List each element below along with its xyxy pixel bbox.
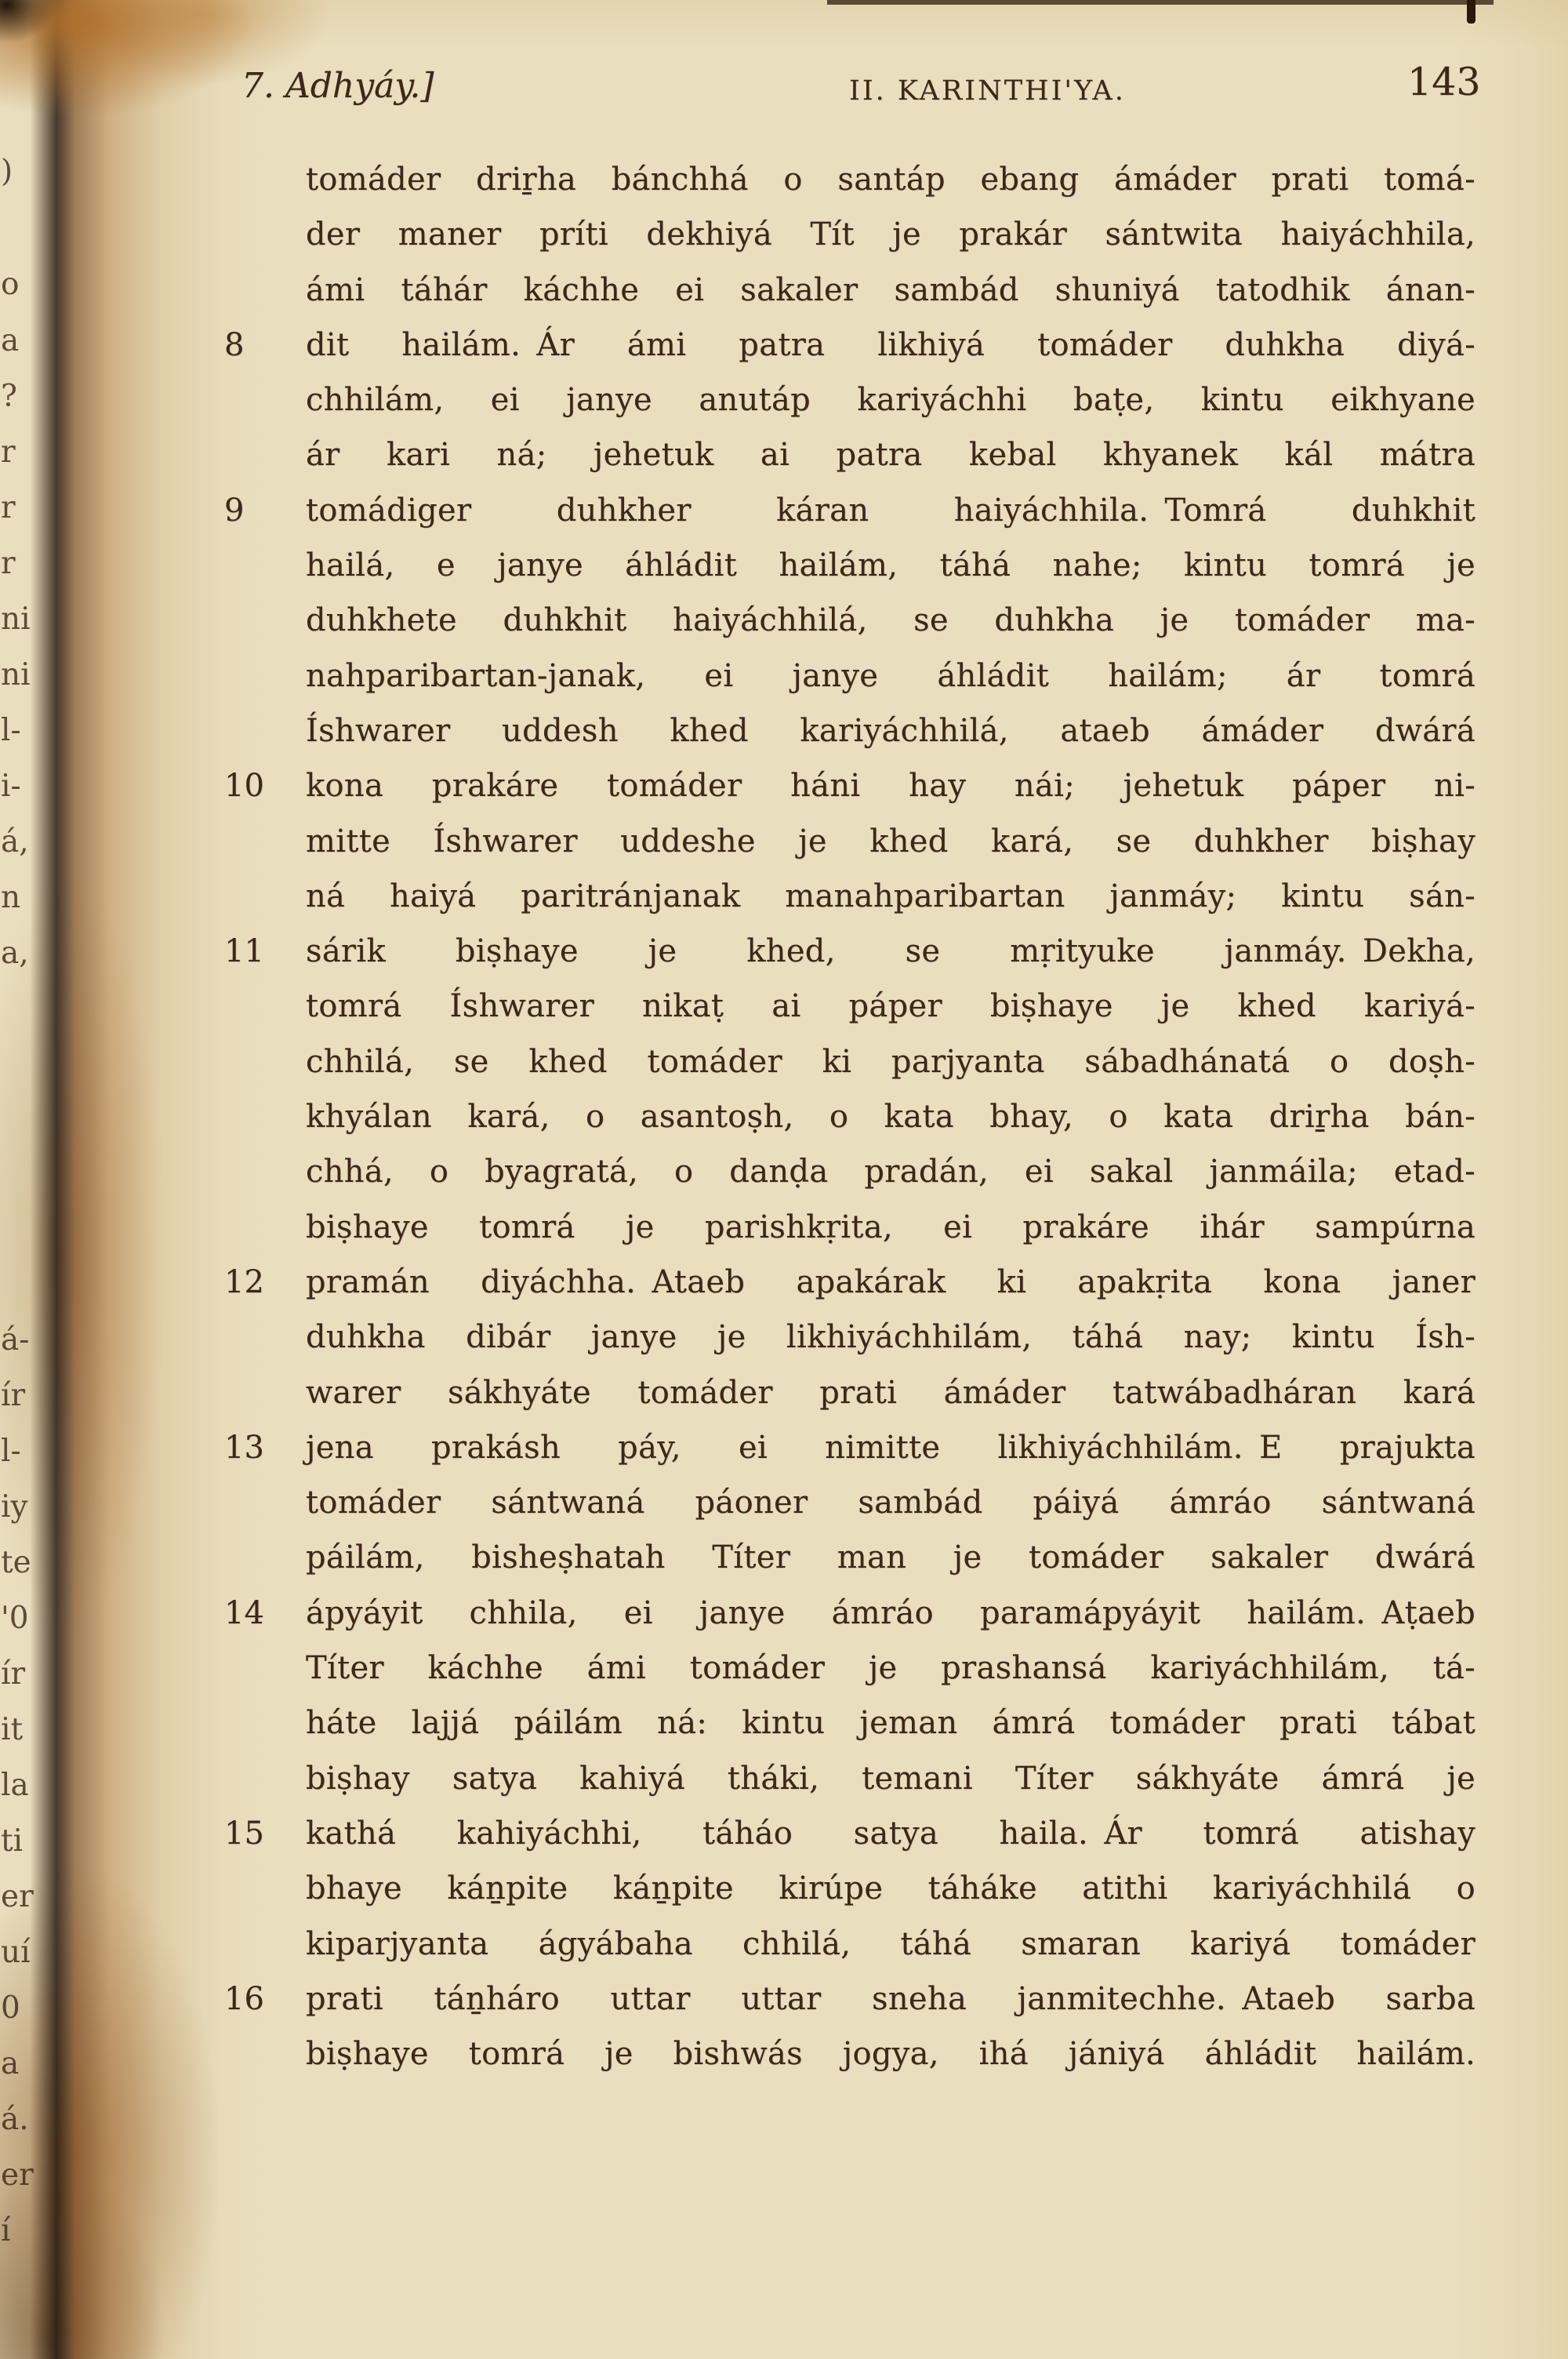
gutter-fragment: l- — [1, 713, 21, 748]
gutter-fragment: o — [1, 267, 20, 302]
verse-number — [224, 703, 306, 758]
verse-text: tomáder driṟha bánchhá o santáp ebang ámáder prati tomá- — [306, 162, 1475, 198]
text-line — [224, 373, 1475, 427]
gutter-fragment: a — [1, 323, 20, 358]
text-line — [224, 1917, 1475, 1972]
gutter-fragment: a — [1, 2046, 20, 2081]
gutter-fragment: te — [1, 1545, 31, 1580]
gutter-fragment: r — [1, 490, 16, 525]
verse-text: hailá, e janye áhládit hailám, táhá nahe; kintu tomrá je — [306, 547, 1475, 584]
verse-number — [224, 1696, 306, 1750]
verse-number: 8 — [224, 326, 245, 363]
text-line — [224, 1641, 1475, 1696]
verse-text: nahparibartan-janak, ei janye áhládit hailám; ár tomrá — [306, 657, 1475, 694]
running-header-chapter: 7. Adhyáy.] — [241, 66, 434, 106]
page-number: 143 — [1407, 60, 1481, 104]
verse-number: 9 — [224, 492, 245, 529]
verse-text: prati táṉháro uttar uttar sneha janmitechhe. Ataeb sarba — [306, 1980, 1475, 2017]
text-line — [224, 1310, 1475, 1365]
gutter-fragment: n — [1, 880, 21, 915]
verse-text: kathá kahiyáchhi, táháo satya haila. Ár tomrá atishay — [306, 1815, 1475, 1852]
text-line — [224, 483, 1475, 538]
verse-number — [224, 1034, 306, 1089]
verse-number — [224, 1530, 306, 1585]
verse-text: jena prakásh páy, ei nimitte likhiyáchhilám. E prajukta — [306, 1429, 1475, 1466]
text-line — [224, 1089, 1475, 1144]
verse-number — [224, 814, 306, 869]
verse-text: biṣhaye tomrá je parishkṛita, ei prakáre ihár sampúrna — [306, 1209, 1475, 1245]
text-line — [224, 207, 1475, 262]
gutter-fragment: er — [1, 2157, 34, 2193]
verse-number — [224, 1861, 306, 1916]
text-line — [224, 263, 1475, 318]
verse-text: páilám, bisheṣhatah Títer man je tomáder sakaler dwárá — [306, 1539, 1475, 1576]
verse-number — [224, 1089, 306, 1144]
gutter-fragment: l- — [1, 1434, 21, 1469]
verse-text: bhaye káṉpite káṉpite kirúpe táháke atithi kariyáchhilá o — [306, 1870, 1475, 1907]
verse-number: 11 — [224, 933, 264, 970]
text-line — [224, 924, 1475, 979]
text-line — [224, 318, 1475, 373]
verse-text: khyálan kará, o asantoṣh, o kata bhay, o kata driṟha bán- — [306, 1099, 1475, 1136]
verse-text: Íshwarer uddesh khed kariyáchhilá, ataeb ámáder dwárá — [306, 712, 1475, 749]
gutter-fragment: a, — [1, 936, 29, 971]
gutter-fragment: r — [1, 434, 16, 470]
gutter-fragment: á. — [1, 2102, 29, 2137]
verse-text: biṣhay satya kahiyá tháki, temani Títer sákhyáte ámrá je — [306, 1760, 1475, 1797]
text-line — [224, 1586, 1475, 1641]
gutter-fragment: la — [1, 1768, 29, 1803]
verse-number — [224, 1200, 306, 1255]
text-line — [224, 758, 1475, 813]
verse-number: 13 — [224, 1429, 264, 1466]
verse-number — [224, 152, 306, 207]
verse-text: ápyáyit chhila, ei janye ámráo paramápyáyit hailám. Aṭaeb — [306, 1594, 1475, 1631]
verse-text: duhkhete duhkhit haiyáchhilá, se duhkha je tomáder ma- — [306, 602, 1475, 639]
verse-number — [224, 1144, 306, 1199]
verse-number — [224, 1365, 306, 1420]
gutter-fragment: á, — [1, 824, 29, 860]
text-line — [224, 1034, 1475, 1089]
body-text-block — [224, 152, 1475, 2081]
text-line — [224, 1420, 1475, 1475]
text-line — [224, 1806, 1475, 1861]
verse-number — [224, 1751, 306, 1806]
text-line — [224, 1972, 1475, 2026]
text-line — [224, 1475, 1475, 1530]
verse-number — [224, 869, 306, 924]
verse-text: ár kari ná; jehetuk ai patra kebal khyanek kál mátra — [306, 437, 1475, 474]
gutter-fragment: ír — [1, 1378, 26, 1413]
text-line — [224, 1200, 1475, 1255]
verse-text: warer sákhyáte tomáder prati ámáder tatwábadháran kará — [306, 1374, 1475, 1411]
verse-text: kona prakáre tomáder háni hay nái; jehetuk páper ni- — [306, 768, 1475, 805]
verse-text: mitte Íshwarer uddeshe je khed kará, se duhkher biṣhay — [306, 823, 1475, 860]
verse-text: háte lajjá páilám ná: kintu jeman ámrá tomáder prati tábat — [306, 1705, 1475, 1742]
verse-text: chhilám, ei janye anutáp kariyáchhi baṭe, kintu eikhyane — [306, 382, 1475, 419]
verse-number — [224, 649, 306, 703]
verse-text: pramán diyáchha. Ataeb apakárak ki apakṛita kona janer — [306, 1263, 1475, 1300]
text-line — [224, 152, 1475, 207]
verse-text: der maner príti dekhiyá Tít je prakár sántwita haiyáchhila, — [306, 216, 1475, 253]
verse-text: kiparjyanta ágyábaha chhilá, táhá smaran kariyá tomáder — [306, 1925, 1475, 1962]
text-line — [224, 593, 1475, 648]
gutter-fragments-column — [0, 0, 47, 2359]
verse-number — [224, 593, 306, 648]
verse-number — [224, 2026, 306, 2081]
verse-text: Títer káchhe ámi tomáder je prashansá kariyáchhilám, tá- — [306, 1650, 1475, 1687]
text-line — [224, 427, 1475, 482]
gutter-fragment: i- — [1, 769, 21, 804]
gutter-fragment: ti — [1, 1823, 24, 1859]
verse-text: dit hailám. Ár ámi patra likhiyá tomáder duhkha diyá- — [306, 326, 1475, 363]
text-line — [224, 1751, 1475, 1806]
verse-number: 14 — [224, 1594, 264, 1631]
gutter-fragment: it — [1, 1712, 24, 1747]
verse-number — [224, 427, 306, 482]
verse-number — [224, 979, 306, 1034]
gutter-fragment: er — [1, 1879, 34, 1914]
verse-text: ámi táhár káchhe ei sakaler sambád shuniyá tatodhik ánan- — [306, 271, 1475, 308]
verse-text: chhá, o byagratá, o danḍa pradán, ei sakal janmáila; etad- — [306, 1154, 1475, 1190]
text-line — [224, 1861, 1475, 1916]
verse-text: biṣhaye tomrá je bishwás jogya, ihá jániyá áhládit hailám. — [306, 2036, 1475, 2073]
verse-number: 16 — [224, 1980, 264, 2017]
text-line — [224, 814, 1475, 869]
verse-number: 12 — [224, 1263, 264, 1300]
text-line — [224, 1144, 1475, 1199]
verse-number — [224, 1641, 306, 1696]
verse-text: ná haiyá paritránjanak manahparibartan janmáy; kintu sán- — [306, 878, 1475, 914]
verse-number — [224, 1310, 306, 1365]
text-line — [224, 649, 1475, 703]
verse-number — [224, 207, 306, 262]
gutter-fragment: ) — [1, 154, 13, 189]
text-line — [224, 1365, 1475, 1420]
gutter-fragment: iy — [1, 1489, 28, 1525]
gutter-fragment: '0 — [1, 1601, 29, 1636]
verse-number — [224, 373, 306, 427]
gutter-fragment: uí — [1, 1935, 31, 1970]
verse-text: tomáder sántwaná páoner sambád páiyá ámráo sántwaná — [306, 1485, 1475, 1521]
verse-text: chhilá, se khed tomáder ki parjyanta sábadhánatá o doṣh- — [306, 1043, 1475, 1080]
verse-text: sárik biṣhaye je khed, se mṛityuke janmáy. Dekha, — [306, 933, 1475, 970]
gutter-fragment: í — [1, 2213, 11, 2248]
verse-text: duhkha dibár janye je likhiyáchhilám, táhá nay; kintu Ísh- — [306, 1319, 1475, 1356]
verse-number: 15 — [224, 1815, 264, 1852]
gutter-fragment: á- — [1, 1322, 30, 1358]
verse-text: tomádiger duhkher káran haiyáchhila. Tomrá duhkhit — [306, 492, 1475, 529]
page-top-edge-mark — [1467, 0, 1475, 24]
text-line — [224, 1530, 1475, 1585]
text-line — [224, 869, 1475, 924]
gutter-fragment: ni — [1, 657, 31, 692]
text-line — [224, 2026, 1475, 2081]
text-line — [224, 1696, 1475, 1750]
page-top-edge-shadow — [827, 0, 1494, 5]
verse-number — [224, 1917, 306, 1972]
gutter-fragment: ? — [1, 379, 17, 414]
text-line — [224, 703, 1475, 758]
gutter-fragment: ír — [1, 1656, 26, 1692]
text-line — [224, 538, 1475, 593]
gutter-fragment: r — [1, 546, 16, 581]
verse-number — [224, 1475, 306, 1530]
verse-text: tomrá Íshwarer nikaṭ ai páper biṣhaye je khed kariyá- — [306, 988, 1475, 1025]
text-line — [224, 979, 1475, 1034]
verse-number — [224, 538, 306, 593]
gutter-fragment: ni — [1, 602, 31, 637]
gutter-fragment: 0 — [1, 1990, 20, 2026]
text-line — [224, 1255, 1475, 1310]
verse-number — [224, 263, 306, 318]
running-header-title: II. KARINTHI'YA. — [849, 75, 1126, 107]
verse-number: 10 — [224, 768, 264, 805]
